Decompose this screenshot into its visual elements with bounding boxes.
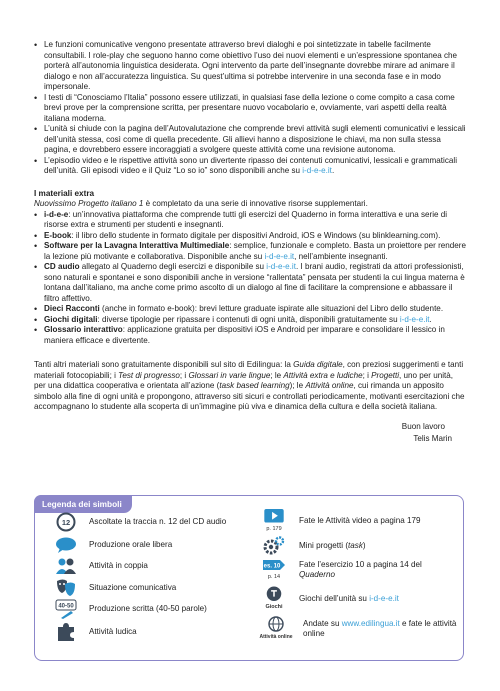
- italic-run: Quaderno: [299, 570, 335, 579]
- item-title: CD audio: [44, 262, 80, 271]
- speech-bubble-icon: [55, 535, 77, 555]
- item-after: , nell’ambiente insegnanti.: [294, 251, 388, 261]
- legend-text: Fate le Attività video a pagina 179: [299, 515, 421, 525]
- legend-item: [55, 512, 226, 532]
- audio-track-icon: [55, 512, 77, 532]
- italic-run: task: [348, 540, 363, 550]
- item-text: : un’innovativa piattaforma che comprende tutti gli esercizi del Quaderno in forma interattiva e una serie di risorse extra e strumenti per studenti e insegnanti.: [44, 209, 448, 229]
- item-text: : semplice, funzionale e completo. Basta un proiettore per rendere la lezione più motivante e collaborativa. Disponibile anche su: [44, 241, 466, 261]
- legend-text: Ascoltate la traccia n. 12 del CD audio: [89, 516, 227, 526]
- legend-text: Attività in coppia: [89, 560, 148, 570]
- legend-item: [55, 578, 176, 598]
- exercise-page-caption: p. 14: [267, 573, 281, 580]
- item-title: Giochi digitali: [44, 314, 98, 324]
- text-run: ): [362, 540, 366, 550]
- signature: [34, 421, 466, 445]
- legend-item: [55, 535, 172, 555]
- italic-run: Attività extra e ludiche: [283, 370, 363, 380]
- italic-run: Attività online: [305, 381, 354, 391]
- edilingua-link[interactable]: www.edilingua.it: [341, 618, 400, 628]
- text-run: Tanti altri materiali sono gratuitamente disponibili sul sito di Edilingua: la: [34, 360, 294, 369]
- item-text: : applicazione gratuita per dispositivi iOS e Android per imparare e consolidare il lessico in maniera efficace e divertente.: [44, 325, 445, 345]
- item-title: Dieci Racconti: [44, 304, 100, 313]
- list-item: [34, 156, 466, 177]
- legend-item: [261, 615, 463, 643]
- legend-text: Situazione comunicativa: [89, 582, 177, 592]
- bullet-list-top: [34, 40, 466, 177]
- italic-run: task based learning: [219, 381, 290, 391]
- text-run: ; i: [362, 370, 372, 380]
- legend-item: [261, 536, 366, 556]
- video-play-icon: [261, 508, 287, 534]
- extra-materials-list: [34, 210, 466, 347]
- item-title: E-book: [44, 230, 72, 240]
- legend-item: [55, 599, 207, 619]
- legend-text: [299, 541, 366, 552]
- idee-link[interactable]: i-d-e-e.it: [399, 314, 430, 324]
- text-run: , uno per unità, per una didattica cooperativa e orientata all’azione (: [34, 370, 454, 391]
- legend-text: [299, 594, 399, 605]
- list-item: [34, 231, 466, 242]
- games-gamepad-icon: [261, 586, 287, 612]
- list-item: [34, 262, 466, 304]
- list-item: • Le funzioni comunicative vengono presentate attraverso brevi dialoghi e poi sintetizzate in tabelle facilmente consultabili. I role-play che seguono hanno come obiettivo l’uso dei nuovi elementi e un’espressione spontanea che porterà all’autonomia linguistica desiderata. Ogni intervento da parte dell’insegnante dovrebbe mirare ad animare il dialogo e non all’accuratezza linguistica. Su quest’ultima si potrebbe intervenire in una seconda fase e in modo impersonale.: [34, 40, 466, 93]
- section-heading: I materiali extra: [34, 188, 95, 198]
- puzzle-piece-icon: [55, 622, 77, 642]
- idee-link[interactable]: i-d-e-e.it: [302, 166, 332, 175]
- legend-text: Produzione scritta (40-50 parole): [89, 603, 207, 613]
- item-after: . I brani audio, registrati da attori professionisti, sono naturali e spontanei e sono disponibili anche in versione “rallentata” pensata per studenti la cui lingua materna è lontana dall’italiano, ma anche come primo ascolto di un dialogo al fine di facilitare la comprensione e abbassare il filtro affettivo.: [44, 262, 465, 303]
- theatre-masks-icon: [55, 578, 77, 598]
- italic-run: Progetti: [371, 370, 400, 380]
- text-run: e fate le attività online: [303, 618, 457, 638]
- audio-track-badge: 12: [61, 517, 71, 527]
- bullet-text: L’episodio video e le rispettive attività sono un divertente ripasso dei contenuti comunicativi, lessicali e grammaticali dell’unità. Gli episodi video e il Quiz “Lo so io” sono disponibili anche su: [44, 155, 457, 175]
- signature-author: Telis Marin: [413, 433, 452, 443]
- legend-text: [299, 560, 422, 581]
- list-item: [34, 315, 466, 326]
- idee-link[interactable]: i-d-e-e.it: [266, 262, 296, 271]
- text-run: , cui rimanda un apposito simbolo alla fine di ogni unità e propongono, attraverso siti sicuri e controllati periodicamente, motivanti esercitazioni che accompagnano lo studente alla scoperta di un’immagine più viva e dinamica della cultura e della società italiana.: [34, 381, 465, 412]
- item-text: : diverse tipologie per ripassare i contenuti di ogni unità, disponibili gratuitamente su: [97, 314, 400, 324]
- text-run: Giochi dell’unità su: [299, 593, 370, 603]
- text-run: ); le: [289, 381, 306, 391]
- legend-item: [261, 586, 399, 612]
- symbols-legend: [34, 495, 464, 661]
- text-run: Mini progetti (: [299, 540, 349, 550]
- list-item: [34, 304, 466, 315]
- legend-text: Attività ludica: [89, 626, 137, 636]
- legend-text: Produzione orale libera: [89, 539, 173, 549]
- pair-people-icon: [55, 556, 77, 576]
- text-run: Andate su: [303, 618, 342, 628]
- italic-run: Test di progresso: [118, 370, 180, 380]
- legend-text: [303, 619, 463, 640]
- text-run: , con preziosi suggerimenti e tanti materiali fotocopiabili; i: [34, 360, 464, 380]
- item-text: allegato al Quaderno degli esercizi e disponibile su: [79, 262, 267, 271]
- text-run: ; i: [179, 370, 189, 380]
- list-item: [34, 241, 466, 262]
- video-page-caption: p. 179: [266, 525, 282, 532]
- item-text: (anche in formato e-book): brevi letture graduate ispirate alle situazioni del Libro dello studente.: [99, 304, 444, 313]
- bullet-end: .: [331, 166, 335, 175]
- exercise-pointer-icon: [261, 557, 287, 583]
- word-count-badge: 40-50: [58, 603, 74, 610]
- online-caption: Attività online: [259, 633, 293, 640]
- legend-item: [261, 557, 422, 583]
- text-run: ; le: [270, 370, 284, 380]
- item-title: Software per la Lavagna Interattiva Multimediale: [44, 241, 230, 250]
- intro-text: è completato da una serie di innovative risorse supplementari.: [143, 199, 368, 208]
- games-caption: Giochi: [265, 603, 283, 610]
- closing-paragraph: [34, 360, 466, 413]
- legend-title: Legenda dei simboli: [34, 495, 132, 513]
- item-title: i-d-e-e: [44, 209, 69, 219]
- idee-link[interactable]: i-d-e-e.it: [369, 593, 399, 603]
- list-item: • L’unità si chiude con la pagina dell’Autovalutazione che comprende brevi attività sugli elementi comunicativi e lessicali dell’unità stessa, così come di quella precedente. Gli allievi hanno a disposizione le chiavi, ma non sulla stessa pagina, e dovrebbero essere incoraggiati a svolgere queste attività come una revisione autonoma.: [34, 124, 466, 156]
- list-item: [34, 210, 466, 231]
- book-title: Nuovissimo Progetto italiano 1: [34, 199, 144, 208]
- legend-item: [261, 508, 421, 534]
- italic-run: Glossari in varie lingue: [188, 370, 271, 380]
- writing-hand-icon: [55, 599, 77, 619]
- item-text: : il libro dello studente in formato digitale per dispositivi Android, iOS e Windows (su blinklearning.com).: [71, 230, 441, 240]
- signature-greeting: Buon lavoro: [401, 421, 445, 431]
- item-after: .: [429, 314, 432, 324]
- italic-run: Guida digitale: [293, 360, 343, 369]
- online-activities-icon: [261, 615, 291, 643]
- legend-item: [55, 622, 137, 642]
- list-item: [34, 325, 466, 346]
- exercise-badge: es. 10: [263, 563, 281, 570]
- gears-icon: [261, 536, 287, 556]
- text-run: Fate l’esercizio 10 a pagina 14 del: [299, 559, 422, 569]
- legend-item: [55, 556, 148, 576]
- list-item: • I testi di “Conosciamo l’Italia” possono essere utilizzati, in qualsiasi fase della lezione o come compito a casa come brevi prove per la comprensione scritta, per presentare nuovo vocabolario e, ovviamente, vari aspetti della realtà italiana moderna.: [34, 93, 466, 125]
- section-intro: [34, 199, 466, 210]
- page-content: [34, 40, 466, 445]
- item-title: Glossario interattivo: [44, 325, 123, 334]
- idee-link[interactable]: i-d-e-e.it: [264, 251, 295, 261]
